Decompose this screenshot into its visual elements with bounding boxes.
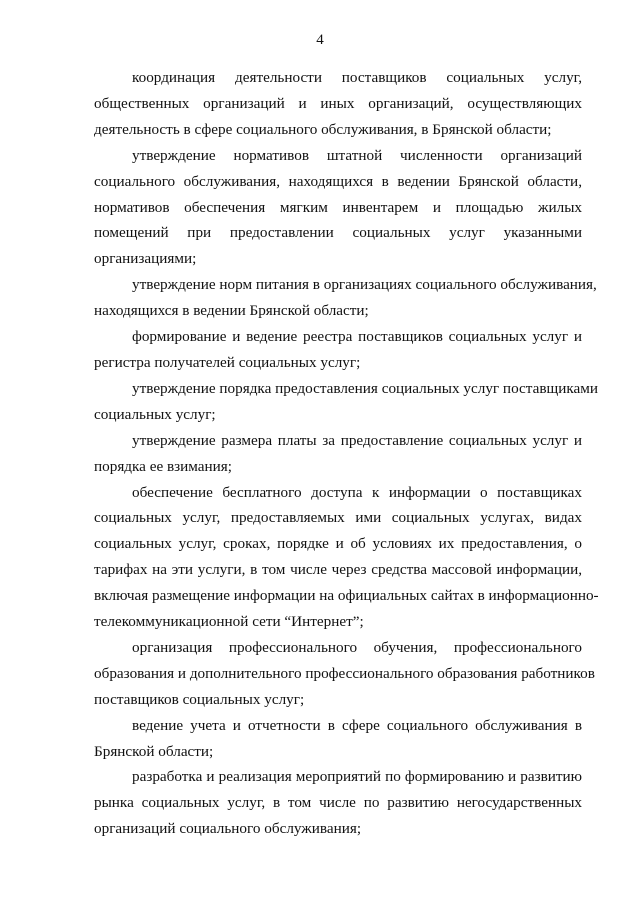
text-line: ведение учета и отчетности в сфере социального обслуживания в: [132, 716, 582, 734]
text-line: порядка ее взимания;: [94, 457, 232, 475]
text-line: общественных организаций и иных организаций, осуществляющих: [94, 94, 582, 112]
text-line: социальных услуг;: [94, 405, 216, 423]
text-line: социальных услуг, предоставляемых ими социальных услугах, видах: [94, 509, 582, 527]
text-line: нормативов обеспечения мягким инвентарем и площадью жилых: [94, 198, 582, 216]
text-line: телекоммуникационной сети “Интернет”;: [94, 613, 364, 631]
text-line: поставщиков социальных услуг;: [94, 690, 305, 708]
text-line: Брянской области;: [94, 742, 214, 760]
page-number: 4: [316, 32, 324, 48]
text-line: деятельность в сфере социального обслуживания, в Брянской области;: [94, 120, 552, 138]
paragraph-reporting: [94, 713, 582, 765]
paragraph-fee: [94, 428, 582, 480]
text-line: формирование и ведение реестра поставщиков социальных услуг и: [132, 328, 582, 346]
text-line: рынка социальных услуг, в том числе по развитию негосударственных: [94, 794, 582, 812]
text-line: утверждение размера платы за предоставление социальных услуг и: [132, 431, 582, 449]
text-line: социальных услуг, сроках, порядке и об условиях их предоставления, о: [94, 535, 582, 553]
text-line: помещений при предоставлении социальных услуг указанными: [94, 224, 582, 242]
text-line: организация профессионального обучения, профессионального: [132, 638, 582, 656]
paragraph-staff-norms: [94, 143, 582, 273]
body-text: [94, 65, 599, 842]
text-line: регистра получателей социальных услуг;: [94, 353, 361, 371]
paragraph-information-access: [94, 480, 599, 635]
text-line: находящихся в ведении Брянской области;: [94, 302, 369, 320]
text-line: разработка и реализация мероприятий по формированию и развитию: [132, 768, 582, 786]
paragraph-coordination: [94, 65, 582, 143]
text-line: утверждение норм питания в организациях социального обслуживания,: [132, 276, 597, 294]
paragraph-registry: [94, 324, 582, 376]
paragraph-training: [94, 635, 595, 713]
text-line: обеспечение бесплатного доступа к информации о поставщиках: [132, 483, 582, 501]
text-line: включая размещение информации на официальных сайтах в информационно-: [94, 587, 599, 605]
paragraph-market-development: [94, 764, 582, 842]
text-line: организациями;: [94, 250, 197, 268]
text-line: тарифах на эти услуги, в том числе через средства массовой информации,: [94, 561, 582, 579]
text-line: организаций социального обслуживания;: [94, 820, 362, 838]
paragraph-nutrition-norms: [94, 272, 597, 324]
text-line: социального обслуживания, находящихся в ведении Брянской области,: [94, 172, 582, 190]
text-line: образования и дополнительного профессионального образования работников: [94, 664, 595, 682]
text-line: утверждение нормативов штатной численности организаций: [132, 146, 582, 164]
text-line: координация деятельности поставщиков социальных услуг,: [132, 69, 582, 86]
text-line: утверждение порядка предоставления социальных услуг поставщиками: [132, 379, 598, 397]
paragraph-service-order: [94, 376, 598, 428]
